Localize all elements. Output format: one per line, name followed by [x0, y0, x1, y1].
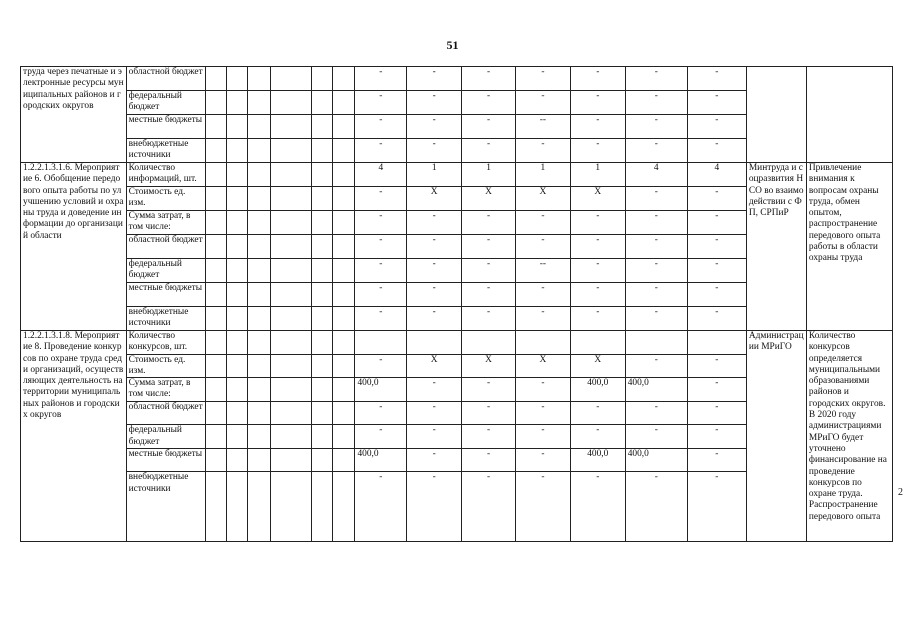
e6-row-indicator [21, 163, 893, 187]
e6-ext-v2: - [407, 307, 462, 331]
top-federal-v5: - [570, 91, 625, 115]
e8-oblast-label: областной бюджет [126, 401, 206, 425]
e6-ob-v7: - [687, 235, 746, 259]
e8-unit-cost-label: Стоимость ед. изм. [126, 354, 206, 378]
top-row-oblast [21, 67, 893, 91]
top-oblast-label: областной бюджет [126, 67, 206, 91]
e6-result: Привлечение внимания к вопросам охраны труда, обмен опытом, распространение передового опыта работы в области охраны труда [806, 163, 892, 331]
e8-uc-v2: Х [407, 354, 462, 378]
e6-oblast-label: областной бюджет [126, 235, 206, 259]
e6-tot-v3: - [462, 211, 516, 235]
e8-ind-v6 [625, 331, 687, 355]
e8-ext-v2: - [407, 472, 462, 542]
e8-ob-v5: - [570, 401, 625, 425]
e8-ind-v7 [687, 331, 746, 355]
e8-fed-v2: - [407, 425, 462, 449]
e8-fed-v5: - [570, 425, 625, 449]
top-oblast-v1: - [355, 67, 407, 91]
e8-fed-v3: - [462, 425, 516, 449]
e8-local-label: местные бюджеты [126, 448, 206, 472]
e6-uc-v7: - [687, 187, 746, 211]
e8-tot-v4: - [515, 378, 570, 402]
e6-loc-v4: - [515, 283, 570, 307]
e8-row-indicator [21, 331, 893, 355]
e8-uc-v6: - [625, 354, 687, 378]
e6-loc-v1: - [355, 283, 407, 307]
e8-ext-v1: - [355, 472, 407, 542]
side-page-number: 2 [898, 487, 903, 498]
top-federal-v6: - [625, 91, 687, 115]
e6-fed-v6: - [625, 259, 687, 283]
e8-ob-v1: - [355, 401, 407, 425]
e6-ext-v7: - [687, 307, 746, 331]
e8-ind-v1 [355, 331, 407, 355]
e6-fed-v3: - [462, 259, 516, 283]
e8-indicator-label: Количество конкурсов, шт. [126, 331, 206, 355]
e6-ob-v6: - [625, 235, 687, 259]
e8-uc-v5: Х [570, 354, 625, 378]
top-federal-v4: - [515, 91, 570, 115]
e6-ind-v7: 4 [687, 163, 746, 187]
e8-loc-v3: - [462, 448, 516, 472]
e8-tot-v2: - [407, 378, 462, 402]
e6-ob-v1: - [355, 235, 407, 259]
e8-federal-label: федеральный бюджет [126, 425, 206, 449]
e6-uc-v6: - [625, 187, 687, 211]
top-extra-v6: - [625, 139, 687, 163]
e8-ob-v6: - [625, 401, 687, 425]
e8-tot-v1: 400,0 [355, 378, 407, 402]
top-extra-label: внебюджетные источники [126, 139, 206, 163]
e8-uc-v7: - [687, 354, 746, 378]
e8-tot-v6: 400,0 [625, 378, 687, 402]
top-federal-v1: - [355, 91, 407, 115]
e6-fed-v5: - [570, 259, 625, 283]
e8-extra-label: внебюджетные источники [126, 472, 206, 542]
e8-ob-v2: - [407, 401, 462, 425]
e6-extra-label: внебюджетные источники [126, 307, 206, 331]
e6-executor: Минтруда и соцразвития НСО во взаимодействии с ФП, СРПиР [746, 163, 806, 331]
e8-loc-v5: 400,0 [570, 448, 625, 472]
e8-fed-v6: - [625, 425, 687, 449]
e6-uc-v2: Х [407, 187, 462, 211]
e8-tot-v7: - [687, 378, 746, 402]
e8-ext-v7: - [687, 472, 746, 542]
top-oblast-v3: - [462, 67, 516, 91]
e8-ext-v3: - [462, 472, 516, 542]
top-federal-v3: - [462, 91, 516, 115]
top-federal-label: федеральный бюджет [126, 91, 206, 115]
e8-name: 1.2.2.1.3.1.8. Мероприятие 8. Проведение конкурсов по охране труда среди организаций, осуществляющих деятельность на территории муниципальных районов и городских округов [21, 331, 127, 542]
e6-fed-v1: - [355, 259, 407, 283]
e6-uc-v1: - [355, 187, 407, 211]
e8-ext-v5: - [570, 472, 625, 542]
e6-ind-v4: 1 [515, 163, 570, 187]
e8-ind-v3 [462, 331, 516, 355]
e6-federal-label: федеральный бюджет [126, 259, 206, 283]
top-result [806, 67, 892, 163]
top-local-label: местные бюджеты [126, 115, 206, 139]
e6-ob-v5: - [570, 235, 625, 259]
e6-tot-v1: - [355, 211, 407, 235]
e8-ob-v7: - [687, 401, 746, 425]
e8-fed-v4: - [515, 425, 570, 449]
e6-fed-v2: - [407, 259, 462, 283]
e8-total-label: Сумма затрат, в том числе: [126, 378, 206, 402]
e8-loc-v1: 400,0 [355, 448, 407, 472]
e6-ob-v4: - [515, 235, 570, 259]
e6-ob-v3: - [462, 235, 516, 259]
e6-tot-v5: - [570, 211, 625, 235]
e6-tot-v6: - [625, 211, 687, 235]
top-extra-v5: - [570, 139, 625, 163]
top-local-v5: - [570, 115, 625, 139]
top-oblast-v6: - [625, 67, 687, 91]
program-table [20, 66, 893, 542]
e8-loc-v6: 400,0 [625, 448, 687, 472]
e8-tot-v3: - [462, 378, 516, 402]
e6-ind-v5: 1 [570, 163, 625, 187]
e8-fed-v7: - [687, 425, 746, 449]
e6-ind-v6: 4 [625, 163, 687, 187]
e8-fed-v1: - [355, 425, 407, 449]
top-local-v3: - [462, 115, 516, 139]
e6-ext-v3: - [462, 307, 516, 331]
e6-loc-v5: - [570, 283, 625, 307]
top-federal-v2: - [407, 91, 462, 115]
e6-ind-v2: 1 [407, 163, 462, 187]
e6-unit-cost-label: Стоимость ед. изм. [126, 187, 206, 211]
e6-name: 1.2.2.1.3.1.6. Мероприятие 6. Обобщение передового опыта работы по улучшению условий и охраны труда и доведение информации до организаций области [21, 163, 127, 331]
e6-fed-v7: - [687, 259, 746, 283]
e8-ind-v2 [407, 331, 462, 355]
e8-loc-v4: - [515, 448, 570, 472]
top-block-name: труда через печатные и электронные ресурсы муниципальных районов и городских округов [21, 67, 127, 163]
e6-ext-v6: - [625, 307, 687, 331]
top-extra-v1: - [355, 139, 407, 163]
e6-ob-v2: - [407, 235, 462, 259]
e8-uc-v1: - [355, 354, 407, 378]
e6-local-label: местные бюджеты [126, 283, 206, 307]
top-extra-v7: - [687, 139, 746, 163]
top-extra-v3: - [462, 139, 516, 163]
e8-ob-v3: - [462, 401, 516, 425]
top-executor [746, 67, 806, 163]
e8-ind-v4 [515, 331, 570, 355]
e8-ext-v6: - [625, 472, 687, 542]
top-oblast-v4: - [515, 67, 570, 91]
e8-loc-v7: - [687, 448, 746, 472]
e6-ind-v1: 4 [355, 163, 407, 187]
e6-loc-v3: - [462, 283, 516, 307]
e6-loc-v2: - [407, 283, 462, 307]
top-oblast-v5: - [570, 67, 625, 91]
e6-loc-v6: - [625, 283, 687, 307]
e6-ext-v5: - [570, 307, 625, 331]
e6-ind-v3: 1 [462, 163, 516, 187]
e6-fed-v4: -- [515, 259, 570, 283]
e8-tot-v5: 400,0 [570, 378, 625, 402]
e8-ind-v5 [570, 331, 625, 355]
e6-tot-v2: - [407, 211, 462, 235]
top-federal-v7: - [687, 91, 746, 115]
e8-loc-v2: - [407, 448, 462, 472]
e6-ext-v1: - [355, 307, 407, 331]
top-local-v4: -- [515, 115, 570, 139]
e8-ob-v4: - [515, 401, 570, 425]
e8-uc-v3: Х [462, 354, 516, 378]
top-local-v2: - [407, 115, 462, 139]
top-local-v7: - [687, 115, 746, 139]
e6-tot-v7: - [687, 211, 746, 235]
top-local-v1: - [355, 115, 407, 139]
top-local-v6: - [625, 115, 687, 139]
e6-total-label: Сумма затрат, в том числе: [126, 211, 206, 235]
top-oblast-v2: - [407, 67, 462, 91]
e6-uc-v3: Х [462, 187, 516, 211]
e6-uc-v5: Х [570, 187, 625, 211]
top-extra-v4: - [515, 139, 570, 163]
e8-uc-v4: Х [515, 354, 570, 378]
e8-result: Количество конкурсов определяется муниципальными образованиями районов и городских округов. В 2020 году администрациями МРиГО будет уточнено финансирование на проведение конкурсов по охране труда. Распространение передового опыта [806, 331, 892, 542]
e6-tot-v4: - [515, 211, 570, 235]
e6-loc-v7: - [687, 283, 746, 307]
top-oblast-v7: - [687, 67, 746, 91]
top-extra-v2: - [407, 139, 462, 163]
e6-indicator-label: Количество информаций, шт. [126, 163, 206, 187]
e6-ext-v4: - [515, 307, 570, 331]
page-number: 51 [446, 38, 459, 52]
e6-uc-v4: Х [515, 187, 570, 211]
e8-ext-v4: - [515, 472, 570, 542]
e8-executor: Администрации МРиГО [746, 331, 806, 542]
